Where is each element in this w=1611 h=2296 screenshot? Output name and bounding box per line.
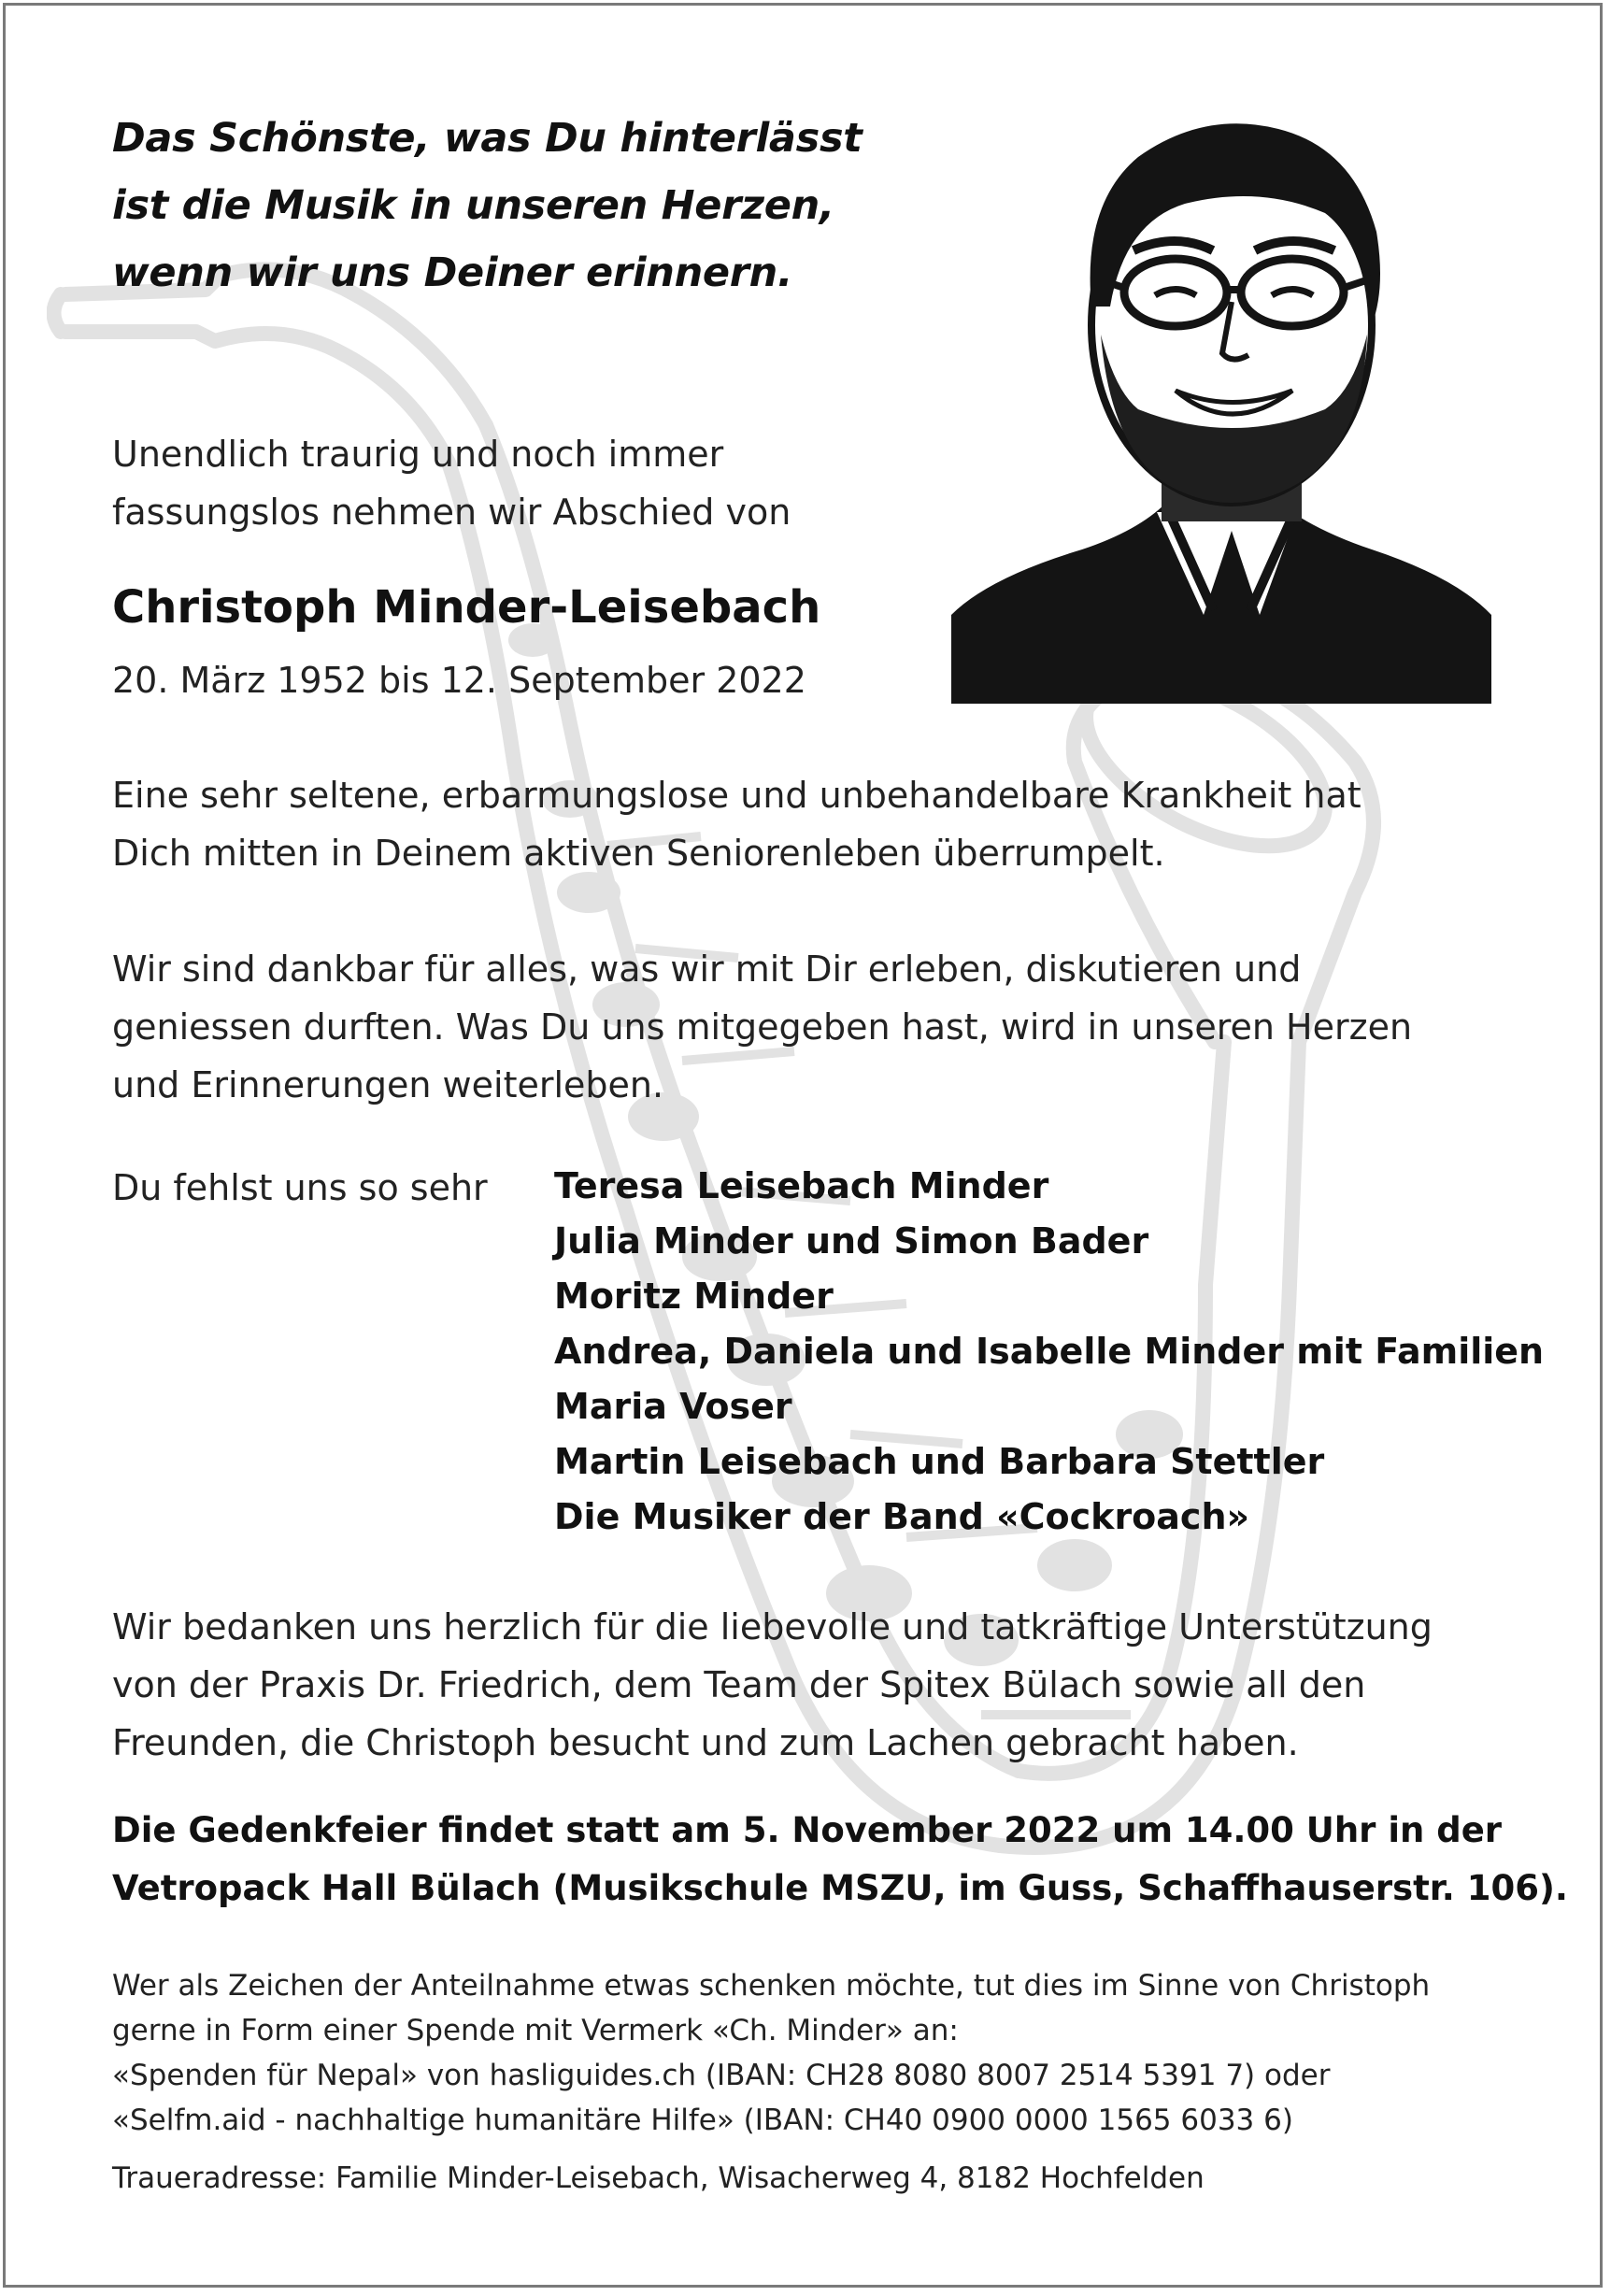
thanks-paragraph [112,1598,1433,1772]
mourner-item: Andrea, Daniela und Isabelle Minder mit Familien [554,1331,1545,1372]
paragraph-line: Freunden, die Christoph besucht und zum Lachen gebracht haben. [112,1722,1299,1763]
memorial-motto [112,105,916,307]
mourner-item: Die Musiker der Band «Cockroach» [554,1496,1250,1537]
intro-line: Unendlich traurig und noch immer [112,434,724,475]
gratitude-paragraph [112,940,1412,1114]
donation-line: «Spenden für Nepal» von hasliguides.ch (IBAN: CH28 8080 8007 2514 5391 7) oder [112,2059,1331,2092]
intro-text [112,425,791,541]
mourning-address: Traueradresse: Familie Minder-Leisebach, Wisacherweg 4, 8182 Hochfelden [112,2161,1205,2195]
mourner-item: Julia Minder und Simon Bader [554,1220,1149,1262]
illness-paragraph [112,766,1362,882]
intro-line: fassungslos nehmen wir Abschied von [112,492,791,533]
life-dates: 20. März 1952 bis 12. September 2022 [112,660,806,701]
paragraph-line: Eine sehr seltene, erbarmungslose und unbehandelbare Krankheit hat [112,775,1362,816]
paragraph-line: geniessen durften. Was Du uns mitgegeben hast, wird in unseren Herzen [112,1006,1413,1048]
motto-line: wenn wir uns Deiner erinnern. [112,250,793,296]
portrait-image [951,92,1491,704]
donation-line: gerne in Form einer Spende mit Vermerk «Ch. Minder» an: [112,2014,959,2047]
motto-line: ist die Musik in unseren Herzen, [112,182,834,229]
missing-label: Du fehlst uns so sehr [112,1167,488,1208]
deceased-name: Christoph Minder-Leisebach [112,581,821,634]
ceremony-notice [112,1802,1568,1918]
paragraph-line: und Erinnerungen weiterleben. [112,1064,664,1105]
donation-notice [112,1963,1430,2143]
mourners-list [554,1159,1544,1545]
ceremony-line: Vetropack Hall Bülach (Musikschule MSZU, im Guss, Schaffhauserstr. 106). [112,1868,1568,1908]
mourner-item: Martin Leisebach und Barbara Stettler [554,1441,1325,1482]
ceremony-line: Die Gedenkfeier findet statt am 5. November 2022 um 14.00 Uhr in der [112,1810,1503,1850]
paragraph-line: Wir sind dankbar für alles, was wir mit Dir erleben, diskutieren und [112,948,1302,990]
mourner-item: Teresa Leisebach Minder [554,1165,1049,1206]
mourner-item: Moritz Minder [554,1276,834,1317]
paragraph-line: Dich mitten in Deinem aktiven Seniorenleben überrumpelt. [112,833,1165,874]
paragraph-line: von der Praxis Dr. Friedrich, dem Team der Spitex Bülach sowie all den [112,1664,1366,1705]
donation-line: «Selfm.aid - nachhaltige humanitäre Hilfe» (IBAN: CH40 0900 0000 1565 6033 6) [112,2103,1293,2137]
motto-line: Das Schönste, was Du hinterlässt [112,115,863,162]
donation-line: Wer als Zeichen der Anteilnahme etwas schenken möchte, tut dies im Sinne von Christoph [112,1969,1431,2003]
paragraph-line: Wir bedanken uns herzlich für die liebevolle und tatkräftige Unterstützung [112,1606,1433,1647]
mourner-item: Maria Voser [554,1386,792,1427]
